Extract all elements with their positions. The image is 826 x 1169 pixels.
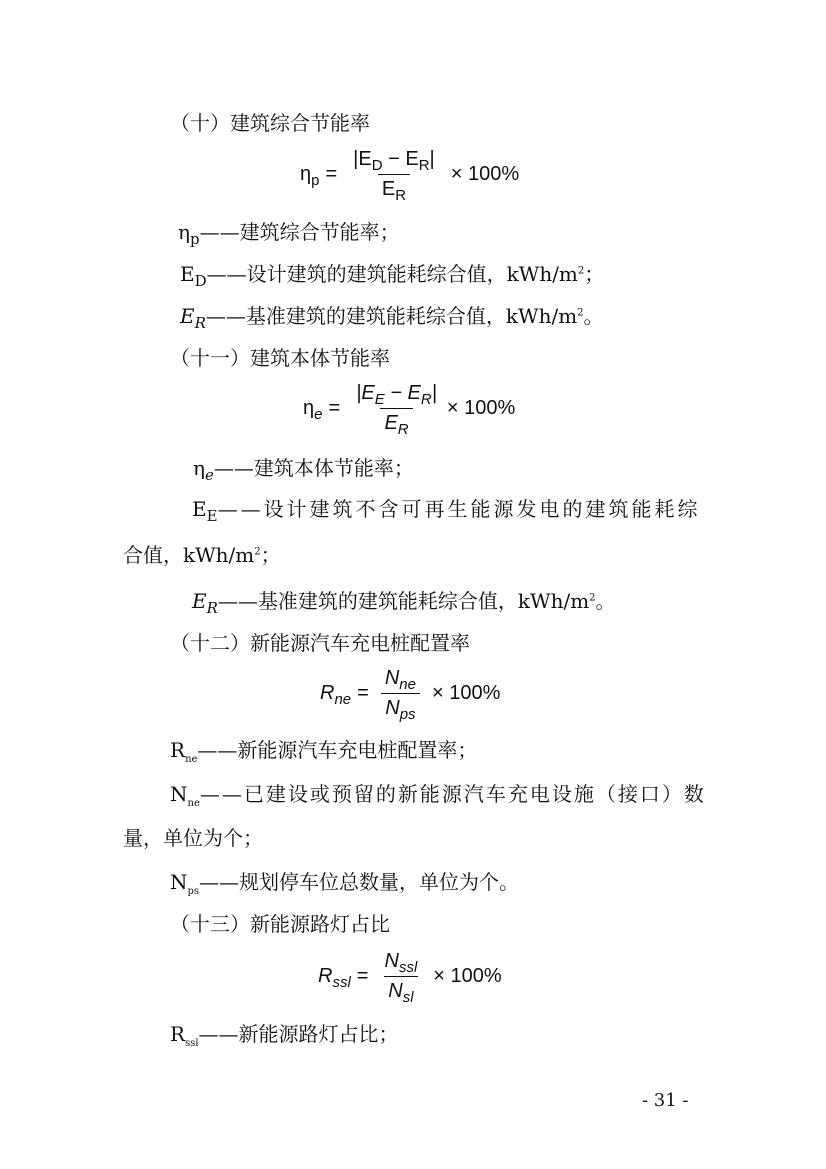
page-number: - 31 - [642,1090,689,1111]
definition-line: $E_R——$基准建筑的建筑能耗综合值，kWh/$m^2$。 [192,589,616,617]
definition-line: $E_D——$设计建筑的建筑能耗综合值，kWh/$m^2$； [180,262,605,290]
times-100-percent: × 100% [433,965,502,987]
equals-sign: = [328,397,341,419]
section-heading: （十一）建筑本体节能率 [170,346,390,370]
formula-lhs: $\eta_e$ [303,397,323,423]
definition-line: $E_R——$基准建筑的建筑能耗综合值，kWh/$m^2$。 [180,304,604,332]
formula-energy-saving-rate [300,148,520,204]
definition-line: $R_{ne}——$新能源汽车充电桩配置率； [170,738,478,765]
section-heading: （十三）新能源路灯占比 [170,912,390,936]
formula-lhs: $\eta_p$ [300,163,320,189]
fraction: $\frac{N_{ne}}{N_{ps}}$ [381,667,420,720]
definition-line: $\eta_e——$建筑本体节能率； [193,456,414,484]
definition-line: $\eta_p——$建筑综合节能率； [178,220,400,248]
times-100-percent: × 100% [446,397,516,419]
equals-sign: = [325,163,338,185]
equals-sign: = [356,965,369,987]
formula-charging-pile-rate [320,667,501,723]
definition-line: $E_E——$设计建筑不含可再生能源发电的建筑能耗综 [192,497,701,525]
formula-new-energy-streetlight-ratio [318,950,502,1006]
definition-line: $R_{ssl}——$新能源路灯占比； [170,1022,399,1049]
section-heading: （十二）新能源汽车充电桩配置率 [170,631,470,655]
fraction: $\frac{|E_D - E_R|}{E_R}$ [353,148,435,204]
fraction: $\frac{N_{ssl}}{N_{sl}}$ [384,950,418,1006]
times-100-percent: × 100% [431,682,501,704]
formula-lhs: $R_{ssl}$ [318,965,351,991]
formula-lhs: $R_{ne}$ [320,682,352,708]
fraction: $\frac{|E_E - E_R|}{E_R}$ [356,382,437,438]
formula-building-energy-saving-rate [303,382,516,438]
definition-continuation: 合值，kWh/$m^2$； [123,543,281,567]
times-100-percent: × 100% [450,163,520,185]
definition-line: $N_{ps}——$规划停车位总数量，单位为个。 [170,870,520,897]
section-heading: （十）建筑综合节能率 [170,111,370,135]
equals-sign: = [357,682,369,704]
definition-continuation: 量，单位为个； [123,826,263,850]
definition-line: $N_{ne}——$已建设或预留的新能源汽车充电设施（接口）数 [170,782,706,809]
